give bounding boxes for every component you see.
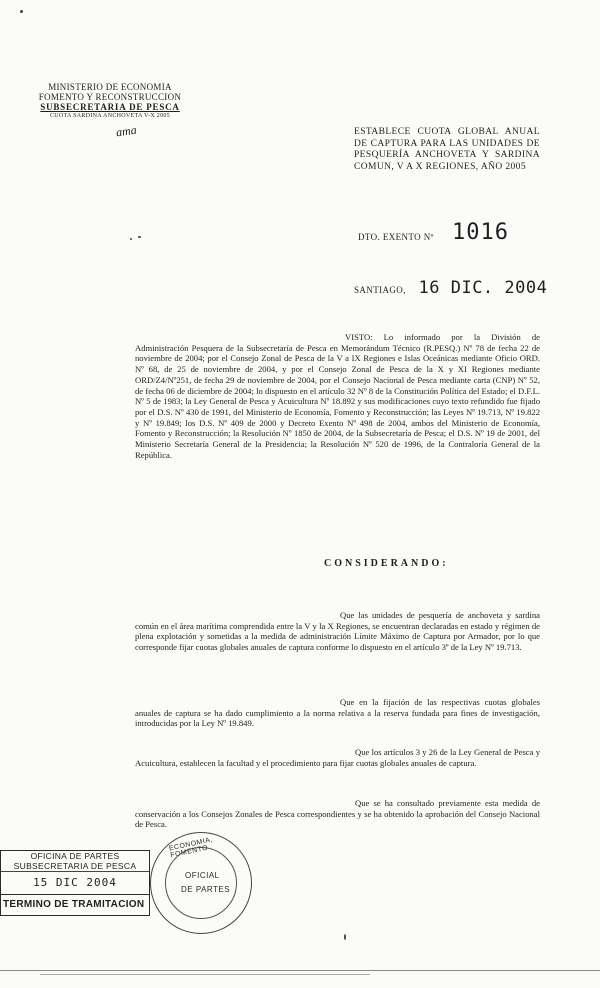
place: SANTIAGO, <box>354 285 406 295</box>
vistos-paragraph: VISTO: Lo informado por la División de Administración Pesquera de la Subsecretaría de Pesca en Memorándum Técnico (R.PESQ.) Nº 78 de fecha 22 de noviembre de 2004; por el Consejo Zonal de Pesca de la V a IX Regiones e Islas Oceánicas mediante Oficio ORD. Nº 68, de 25 de noviembre de 2004, y por el Consejo Zonal de Pesca de la X y XI Regiones mediante ORD/Z4/Nº251, de fecha 29 de noviembre de 2004, por el Consejo Nacional de Pesca mediante carta (CNP) Nº 52, de fecha 06 de diciembre de 2004; lo dispuesto en el artículo 32 Nº 8 de la Constitución Política del Estado; el D.F.L. Nº 5 de 1983; la Ley General de Pesca y Acuicultura Nº 18.892 y sus modificaciones cuyo texto refundido fue fijado por el D.S. Nº 430 de 1991, del Ministerio de Economía, Fomento y Reconstrucción; las Leyes Nº 19.713, Nº 19.822 y Nº 19.849; los D.S. Nº 409 de 2000 y Decreto Exento Nº 498 de 2004, ambos del Ministerio de Economía, Fomento y Reconstrucción; la Resolución Nº 1850 de 2004, de la Subsecretaría de Pesca; el D.S. Nº 19 de 2001, del Ministerio Secretaría General de la Presidencia; la Resolución Nº 520 de 1996, de la Contraloría General de la República. <box>135 332 540 460</box>
round-stamp-center-text2: DE PARTES <box>181 885 231 894</box>
ministry-header <box>10 82 210 120</box>
subsecretaria-name: SUBSECRETARIA DE PESCA <box>40 102 180 112</box>
office-stamp-footer: TERMINO DE TRAMITACION <box>3 899 145 910</box>
decree-label: DTO. EXENTO Nº <box>358 232 434 242</box>
decree-number: 1016 <box>452 220 509 245</box>
handwritten-initials: ama <box>115 122 138 140</box>
ministry-name: MINISTERIO DE ECONOMIA <box>48 82 172 92</box>
official-round-stamp <box>150 832 252 934</box>
round-stamp-center-text1: OFICIAL <box>185 871 220 880</box>
ministry-subtitle: FOMENTO Y RECONSTRUCCION <box>38 92 182 102</box>
round-stamp-top-text: ECONOMIA, FOMENTO <box>168 836 214 860</box>
considerando-paragraph-2: Que en la fijación de las respectivas cuotas globales anuales de captura se ha dado cumplimiento a la norma relativa a la reserva fundada para fines de investigación, introducidas por la Ley Nº 19.849. <box>135 697 540 729</box>
scan-speck <box>138 236 141 238</box>
file-reference: CUOTA SARDINA ANCHOVETA V-X 2005 <box>50 113 170 119</box>
scan-speck <box>20 10 23 13</box>
bottom-scan-line <box>40 974 370 975</box>
considerando-paragraph-4: Que se ha consultado previamente esta medida de conservación a los Consejos Zonales de Pesca correspondientes y se ha obtenido la aprobación del Consejo Nacional de Pesca. <box>135 798 540 830</box>
decree-date: 16 DIC. 2004 <box>418 278 548 298</box>
considerando-paragraph-1: Que las unidades de pesquería de anchoveta y sardina común en el área marítima comprendida entre la V y la X Regiones, se encuentran declaradas en estado y régimen de plena explotación y sometidas a la medida de administración Límite Máximo de Captura por Armador, por lo que corresponde fijar cuotas globales anuales de captura conforme lo dispuesto en el artículo 3º de la Ley Nº 19.713. <box>135 610 540 653</box>
considerando-heading: CONSIDERANDO: <box>324 558 449 569</box>
bottom-scan-line <box>0 970 600 971</box>
office-parts-stamp <box>0 850 150 916</box>
scan-speck <box>130 238 132 240</box>
office-stamp-date: 15 DIC 2004 <box>1 871 149 895</box>
considerando-paragraph-3: Que los artículos 3 y 26 de la Ley General de Pesca y Acuicultura, establecen la facultad y el procedimiento para fijar cuotas globales anuales de captura. <box>135 747 540 768</box>
office-stamp-line1: OFICINA DE PARTES <box>30 851 120 861</box>
office-stamp-line2: SUBSECRETARIA DE PESCA <box>13 861 137 871</box>
place-date-line <box>354 278 547 298</box>
scan-speck <box>344 934 346 940</box>
decree-title: ESTABLECE CUOTA GLOBAL ANUAL DE CAPTURA PARA LAS UNIDADES DE PESQUERÍA ANCHOVETA Y SARDINA COMUN, V A X REGIONES, AÑO 2005 <box>354 127 540 172</box>
